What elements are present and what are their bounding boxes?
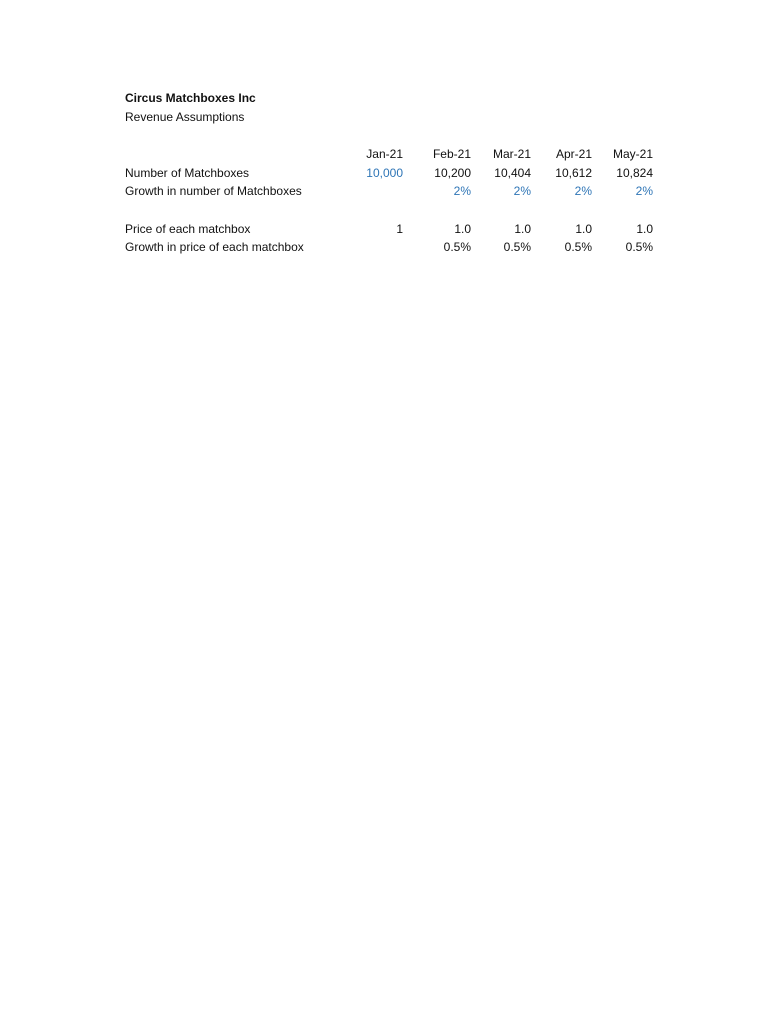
- cell-price-growth-may[interactable]: 0.5%: [625, 240, 653, 254]
- cell-price-mar[interactable]: 1.0: [514, 221, 531, 236]
- cell-matchboxes-may[interactable]: 10,824: [616, 165, 653, 180]
- blank-cell[interactable]: [403, 201, 471, 220]
- cell-matchbox-growth-apr[interactable]: 2%: [574, 184, 592, 198]
- header-row: [125, 145, 653, 164]
- row-label-matchboxes[interactable]: Number of Matchboxes: [125, 165, 250, 180]
- cell-matchbox-growth-jan[interactable]: [343, 182, 403, 201]
- table-row-price: [125, 220, 653, 239]
- table-row-matchbox-growth: [125, 182, 653, 201]
- blank-cell[interactable]: [343, 201, 403, 220]
- month-header-jan[interactable]: Jan-21: [366, 147, 403, 161]
- cell-matchboxes-feb[interactable]: 10,200: [434, 165, 471, 180]
- blank-row: [125, 201, 653, 220]
- blank-cell[interactable]: [592, 201, 653, 220]
- month-header-mar[interactable]: Mar-21: [492, 147, 531, 161]
- cell-matchboxes-jan[interactable]: 10,000: [366, 165, 403, 180]
- cell-price-growth-mar[interactable]: 0.5%: [503, 240, 531, 254]
- table-row-matchboxes: [125, 164, 653, 183]
- cell-price-growth-jan[interactable]: [343, 238, 403, 257]
- spreadsheet-area: [125, 89, 665, 257]
- cell-price-growth-apr[interactable]: 0.5%: [564, 240, 592, 254]
- company-title[interactable]: Circus Matchboxes Inc: [125, 91, 256, 105]
- month-header-feb[interactable]: Feb-21: [432, 147, 471, 161]
- row-label-price-growth[interactable]: Growth in price of each matchbox: [125, 240, 304, 254]
- revenue-assumptions-table: [125, 145, 653, 257]
- cell-price-feb[interactable]: 1.0: [454, 221, 471, 236]
- cell-matchboxes-mar[interactable]: 10,404: [494, 165, 531, 180]
- cell-price-growth-feb[interactable]: 0.5%: [443, 240, 471, 254]
- month-header-apr[interactable]: Apr-21: [555, 147, 592, 161]
- blank-cell[interactable]: [471, 201, 531, 220]
- cell-matchbox-growth-may[interactable]: 2%: [635, 184, 653, 198]
- cell-matchbox-growth-mar[interactable]: 2%: [513, 184, 531, 198]
- month-header-may[interactable]: May-21: [612, 147, 653, 161]
- cell-price-may[interactable]: 1.0: [636, 221, 653, 236]
- table-row-price-growth: [125, 238, 653, 257]
- cell-matchbox-growth-feb[interactable]: 2%: [453, 184, 471, 198]
- cell-price-apr[interactable]: 1.0: [575, 221, 592, 236]
- cell-matchboxes-apr[interactable]: 10,612: [555, 165, 592, 180]
- section-subtitle[interactable]: Revenue Assumptions: [125, 110, 245, 124]
- blank-cell[interactable]: [531, 201, 592, 220]
- cell-price-jan[interactable]: 1: [396, 221, 403, 236]
- blank-cell[interactable]: [125, 201, 343, 220]
- row-label-price[interactable]: Price of each matchbox: [125, 221, 251, 236]
- header-blank-cell[interactable]: [125, 145, 343, 164]
- row-label-matchbox-growth[interactable]: Growth in number of Matchboxes: [125, 184, 302, 198]
